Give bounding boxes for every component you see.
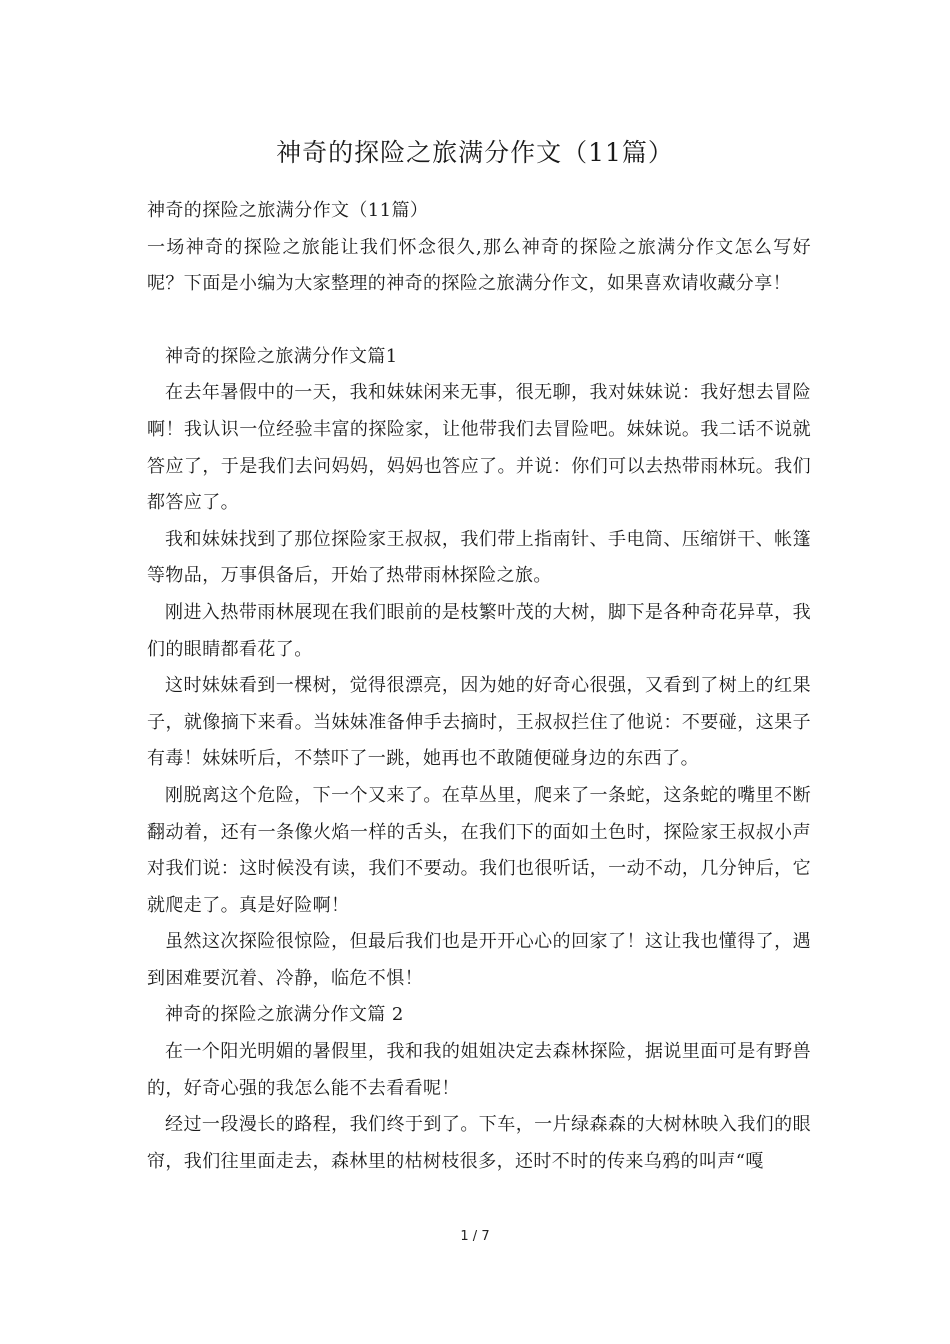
intro-paragraph: 一场神奇的探险之旅能让我们怀念很久,那么神奇的探险之旅满分作文怎么写好呢？下面是小编为大家整理的神奇的探险之旅满分作文，如果喜欢请收藏分享！	[147, 236, 811, 295]
paragraph: 刚脱离这个危险，下一个又来了。在草丛里，爬来了一条蛇，这条蛇的嘴里不断翻动着，还有一条像火焰一样的舌头，在我们下的面如土色时，探险家王叔叔小声对我们说：这时候没有读，我们不要动。我们也很听话，一动不动，几分钟后，它就爬走了。真是好险啊！	[147, 784, 811, 916]
document-title: 神奇的探险之旅满分作文（11篇）	[276, 138, 674, 167]
section-heading-2: 神奇的探险之旅满分作文篇 2	[165, 1004, 404, 1026]
section-heading-1: 神奇的探险之旅满分作文篇1	[165, 345, 398, 367]
blank-line	[147, 303, 811, 339]
document-body	[147, 193, 811, 1180]
paragraph: 虽然这次探险很惊险，但最后我们也是开开心心的回家了！这让我也懂得了，遇到困难要沉着、冷静，临危不惧！	[147, 931, 811, 989]
paragraph: 我和妹妹找到了那位探险家王叔叔，我们带上指南针、手电筒、压缩饼干、帐篷等物品，万事俱备后，开始了热带雨林探险之旅。	[147, 528, 811, 587]
page-number: 1 / 7	[460, 1229, 490, 1244]
subtitle-line: 神奇的探险之旅满分作文（11篇）	[147, 200, 429, 221]
paragraph: 在一个阳光明媚的暑假里，我和我的姐姐决定去森林探险，据说里面可是有野兽的，好奇心强的我怎么能不去看看呢！	[147, 1041, 811, 1099]
paragraph: 经过一段漫长的路程，我们终于到了。下车，一片绿森森的大树林映入我们的眼帘，我们往里面走去，森林里的枯树枝很多，还时不时的传来乌鸦的叫声“嘎	[147, 1114, 811, 1172]
paragraph: 刚进入热带雨林展现在我们眼前的是枝繁叶茂的大树，脚下是各种奇花异草，我们的眼睛都看花了。	[147, 601, 811, 660]
paragraph: 在去年暑假中的一天，我和妹妹闲来无事，很无聊，我对妹妹说：我好想去冒险啊！我认识一位经验丰富的探险家，让他带我们去冒险吧。妹妹说。我二话不说就答应了，于是我们去问妈妈，妈妈也答应了。并说：你们可以去热带雨林玩。我们都答应了。	[147, 382, 811, 514]
paragraph: 这时妹妹看到一棵树，觉得很漂亮，因为她的好奇心很强，又看到了树上的红果子，就像摘下来看。当妹妹准备伸手去摘时，王叔叔拦住了他说：不要碰，这果子有毒！妹妹听后，不禁吓了一跳，她再也不敢随便碰身边的东西了。	[147, 675, 811, 770]
